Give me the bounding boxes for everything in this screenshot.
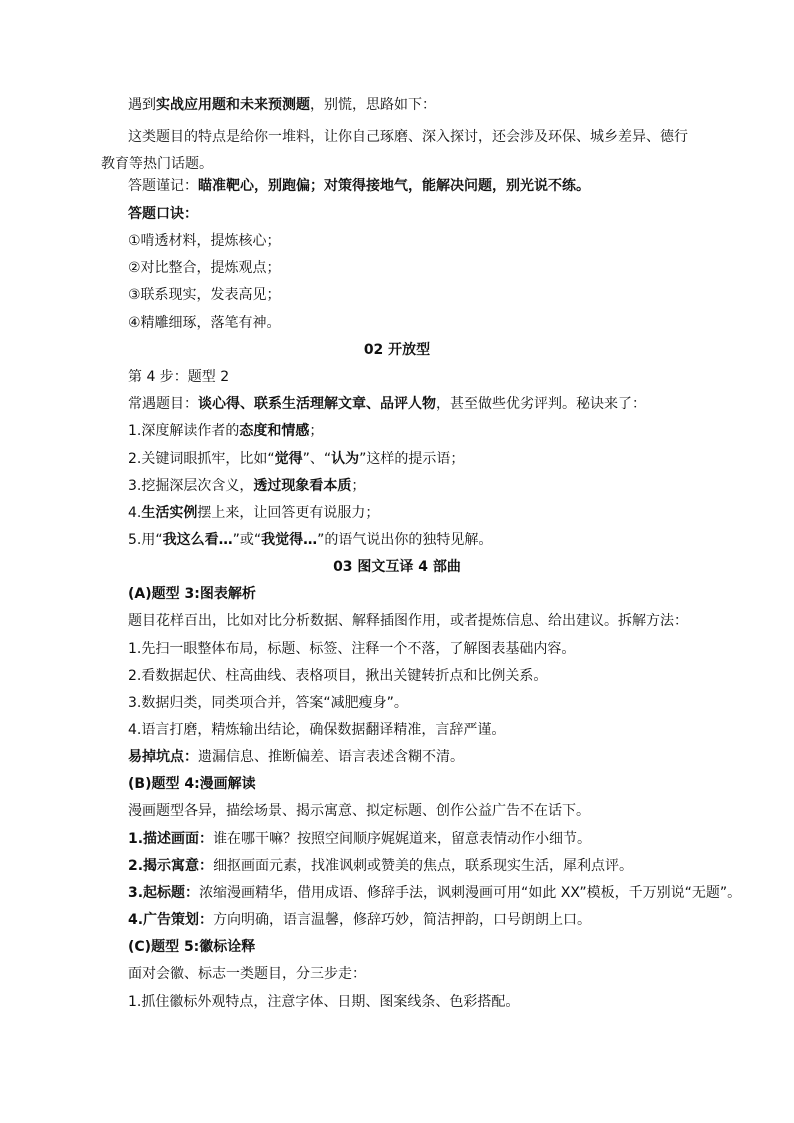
mnemonic-item-1: ①啃透材料，提炼核心； (128, 233, 281, 249)
intro-bold: 实战应用题和未来预测题 (156, 97, 310, 113)
comic-step-2 (128, 857, 748, 875)
intro-paragraph: 这类题目的特点是给你一堆料，让你自己琢磨、深入探讨，还会涉及环保、城乡差异、德行教育等热门话题。 (101, 129, 688, 172)
open-item-1-pre: 1.深度解读作者的 (128, 423, 240, 439)
comic-step-3 (128, 884, 748, 902)
subsection-a-intro: 题目花样百出，比如对比分析数据、解释插图作用，或者提炼信息、给出建议。拆解方法： (128, 613, 688, 629)
mnemonic-item-4: ④精雕细琢，落笔有神。 (128, 315, 281, 331)
pitfall-label: 易掉坑点： (128, 749, 198, 765)
open-item-3 (128, 477, 748, 495)
chart-step-3: 3.数据归类，同类项合并，答案“减肥瘦身”。 (128, 695, 408, 711)
section-heading-open: 02 开放型 (363, 342, 431, 358)
open-item-2-pre: 2.关键词眼抓牢，比如“ (128, 451, 275, 467)
answer-tip-label: 答题谨记： (128, 178, 198, 194)
chart-step-2: 2.看数据起伏、柱高曲线、表格项目，揪出关键转折点和比例关系。 (128, 668, 548, 684)
open-item-2-bold: 觉得 (274, 451, 303, 467)
chart-pitfalls (128, 748, 748, 766)
open-item-5-mid: ”或“ (232, 532, 262, 548)
open-item-4-post: 摆上来，让回答更有说服力； (197, 505, 380, 521)
mnemonic-title-text: 答题口诀： (128, 206, 198, 222)
open-item-5-pre: 5.用“ (128, 532, 163, 548)
common-bold: 谈心得、联系生活理解文章、品评人物 (198, 396, 436, 412)
open-item-4-pre: 4. (128, 505, 142, 521)
comic-step-1-text: 谁在哪干嘛？按照空间顺序娓娓道来，留意表情动作小细节。 (213, 831, 592, 847)
comic-step-3-text: 浓缩漫画精华，借用成语、修辞手法，讽刺漫画可用“如此 XX”模板，千万别说“无题”。 (199, 885, 742, 901)
section-heading-image-text: 03 图文互译 4 部曲 (333, 559, 461, 575)
comic-step-2-label: 2.揭示寓意： (128, 858, 214, 874)
comic-step-1 (128, 830, 748, 848)
pitfall-text: 遗漏信息、推断偏差、语言表述含糊不清。 (198, 749, 464, 765)
intro-line (128, 96, 748, 114)
subsection-c-intro: 面对会徽、标志一类题目，分三步走： (128, 966, 366, 982)
answer-tip-bold: 瞄准靶心，别跑偏；对策得接地气，能解决问题，别光说不练。 (198, 178, 590, 194)
open-item-2 (128, 450, 748, 468)
comic-step-1-label: 1.描述画面： (128, 831, 214, 847)
open-item-2-post: ”这样的提示语； (359, 451, 465, 467)
intro-post: ，别慌，思路如下： (310, 97, 436, 113)
open-item-2-mid: ”、“ (302, 451, 332, 467)
open-item-5-bold: 我这么看… (162, 532, 233, 548)
mnemonic-item-3: ③联系现实，发表高见； (128, 287, 281, 303)
common-post: ，甚至做些优劣评判。秘诀来了： (436, 396, 646, 412)
open-item-5-bold2: 我觉得… (261, 532, 318, 548)
open-item-4 (128, 504, 748, 522)
open-item-4-bold: 生活实例 (141, 505, 198, 521)
common-questions (128, 395, 748, 413)
comic-step-2-text: 细抠画面元素，找准讽刺或赞美的焦点，联系现实生活，犀利点评。 (213, 858, 634, 874)
open-item-3-bold: 透过现象看本质 (253, 478, 352, 494)
subsection-a-title: (A)题型 3:图表解析 (128, 586, 256, 602)
subsection-c-title: (C)题型 5:徽标诠释 (128, 939, 256, 955)
open-item-1-bold: 态度和情感 (239, 423, 310, 439)
subsection-b-intro: 漫画题型各异，描绘场景、揭示寓意、拟定标题、创作公益广告不在话下。 (128, 803, 590, 819)
emblem-step-1: 1.抓住徽标外观特点，注意字体、日期、图案线条、色彩搭配。 (128, 994, 520, 1010)
open-item-5-post: ”的语气说出你的独特见解。 (317, 532, 493, 548)
comic-step-3-label: 3.起标题： (128, 885, 200, 901)
subsection-b-title: (B)题型 4:漫画解读 (128, 776, 256, 792)
open-item-3-post: ； (351, 478, 366, 494)
open-item-2-bold2: 认为 (331, 451, 360, 467)
open-item-1 (128, 422, 748, 440)
intro-pre: 遇到 (128, 97, 156, 113)
common-pre: 常遇题目： (128, 396, 198, 412)
answer-tip (128, 177, 748, 195)
comic-step-4 (128, 911, 748, 929)
step-label: 第 4 步：题型 2 (128, 369, 230, 385)
open-item-3-pre: 3.挖掘深层次含义， (128, 478, 254, 494)
comic-step-4-text: 方向明确，语言温馨，修辞巧妙，简洁押韵，口号朗朗上口。 (213, 912, 592, 928)
chart-step-4: 4.语言打磨，精炼输出结论，确保数据翻译精准，言辞严谨。 (128, 722, 506, 738)
mnemonic-item-2: ②对比整合，提炼观点； (128, 260, 281, 276)
chart-step-1: 1.先扫一眼整体布局，标题、标签、注释一个不落，了解图表基础内容。 (128, 641, 576, 657)
open-item-5 (128, 531, 748, 549)
comic-step-4-label: 4.广告策划： (128, 912, 214, 928)
open-item-1-post: ； (309, 423, 324, 439)
mnemonic-title (128, 205, 748, 223)
